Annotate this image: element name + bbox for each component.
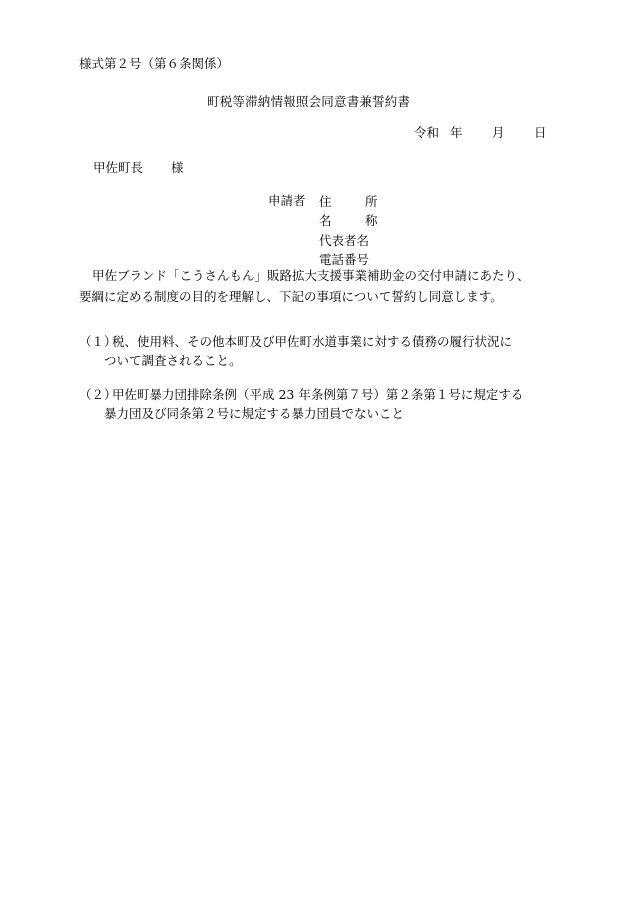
applicant-representative-label: 代表者名 [319, 232, 370, 248]
date-month-label: 月 [492, 125, 505, 140]
recipient [93, 159, 184, 177]
applicant-address-label: 住 所 [319, 194, 378, 209]
applicant-name-label: 名 称 [319, 213, 378, 229]
date-day-label: 日 [534, 125, 547, 140]
pledge-item-number: （１） [79, 334, 117, 349]
pledge-item-text-continued: ついて調査されること。 [104, 353, 242, 368]
pledge-item-1 [79, 332, 559, 370]
pledge-item-text: 税、使用料、その他本町及び甲佐町水道事業に対する債務の履行状況に [112, 334, 513, 349]
pledge-item-number: （２） [79, 387, 117, 402]
pledge-item-text: 甲佐町暴力団排除条例（平成 23 年条例第７号）第２条第１号に規定する [112, 387, 524, 402]
pledge-item-text-continued: 暴力団及び同条第２号に規定する暴力団員でないこと [104, 406, 405, 421]
applicant-phone-label: 電話番号 [319, 251, 370, 267]
recipient-name: 甲佐町長 [93, 160, 144, 175]
date-year-label: 年 [450, 125, 463, 140]
document-title: 町税等滞納情報照会同意書兼誓約書 [207, 94, 411, 109]
applicant-fields [319, 192, 378, 269]
date-line [414, 124, 547, 142]
recipient-honorific: 様 [171, 160, 184, 175]
form-number: 様式第２号（第６条関係） [79, 56, 230, 71]
consent-paragraph [79, 265, 555, 307]
date-era: 令和 [414, 125, 440, 140]
pledge-item-2 [79, 385, 559, 423]
consent-paragraph-line-1: 甲佐ブランド「こうさんもん」販路拡大支援事業補助金の交付申請にあたり、 [92, 268, 530, 283]
consent-paragraph-line-2: 要綱に定める制度の目的を理解し、下記の事項について誓約し同意します。 [79, 289, 503, 304]
applicant-label: 申請者 [268, 193, 306, 208]
